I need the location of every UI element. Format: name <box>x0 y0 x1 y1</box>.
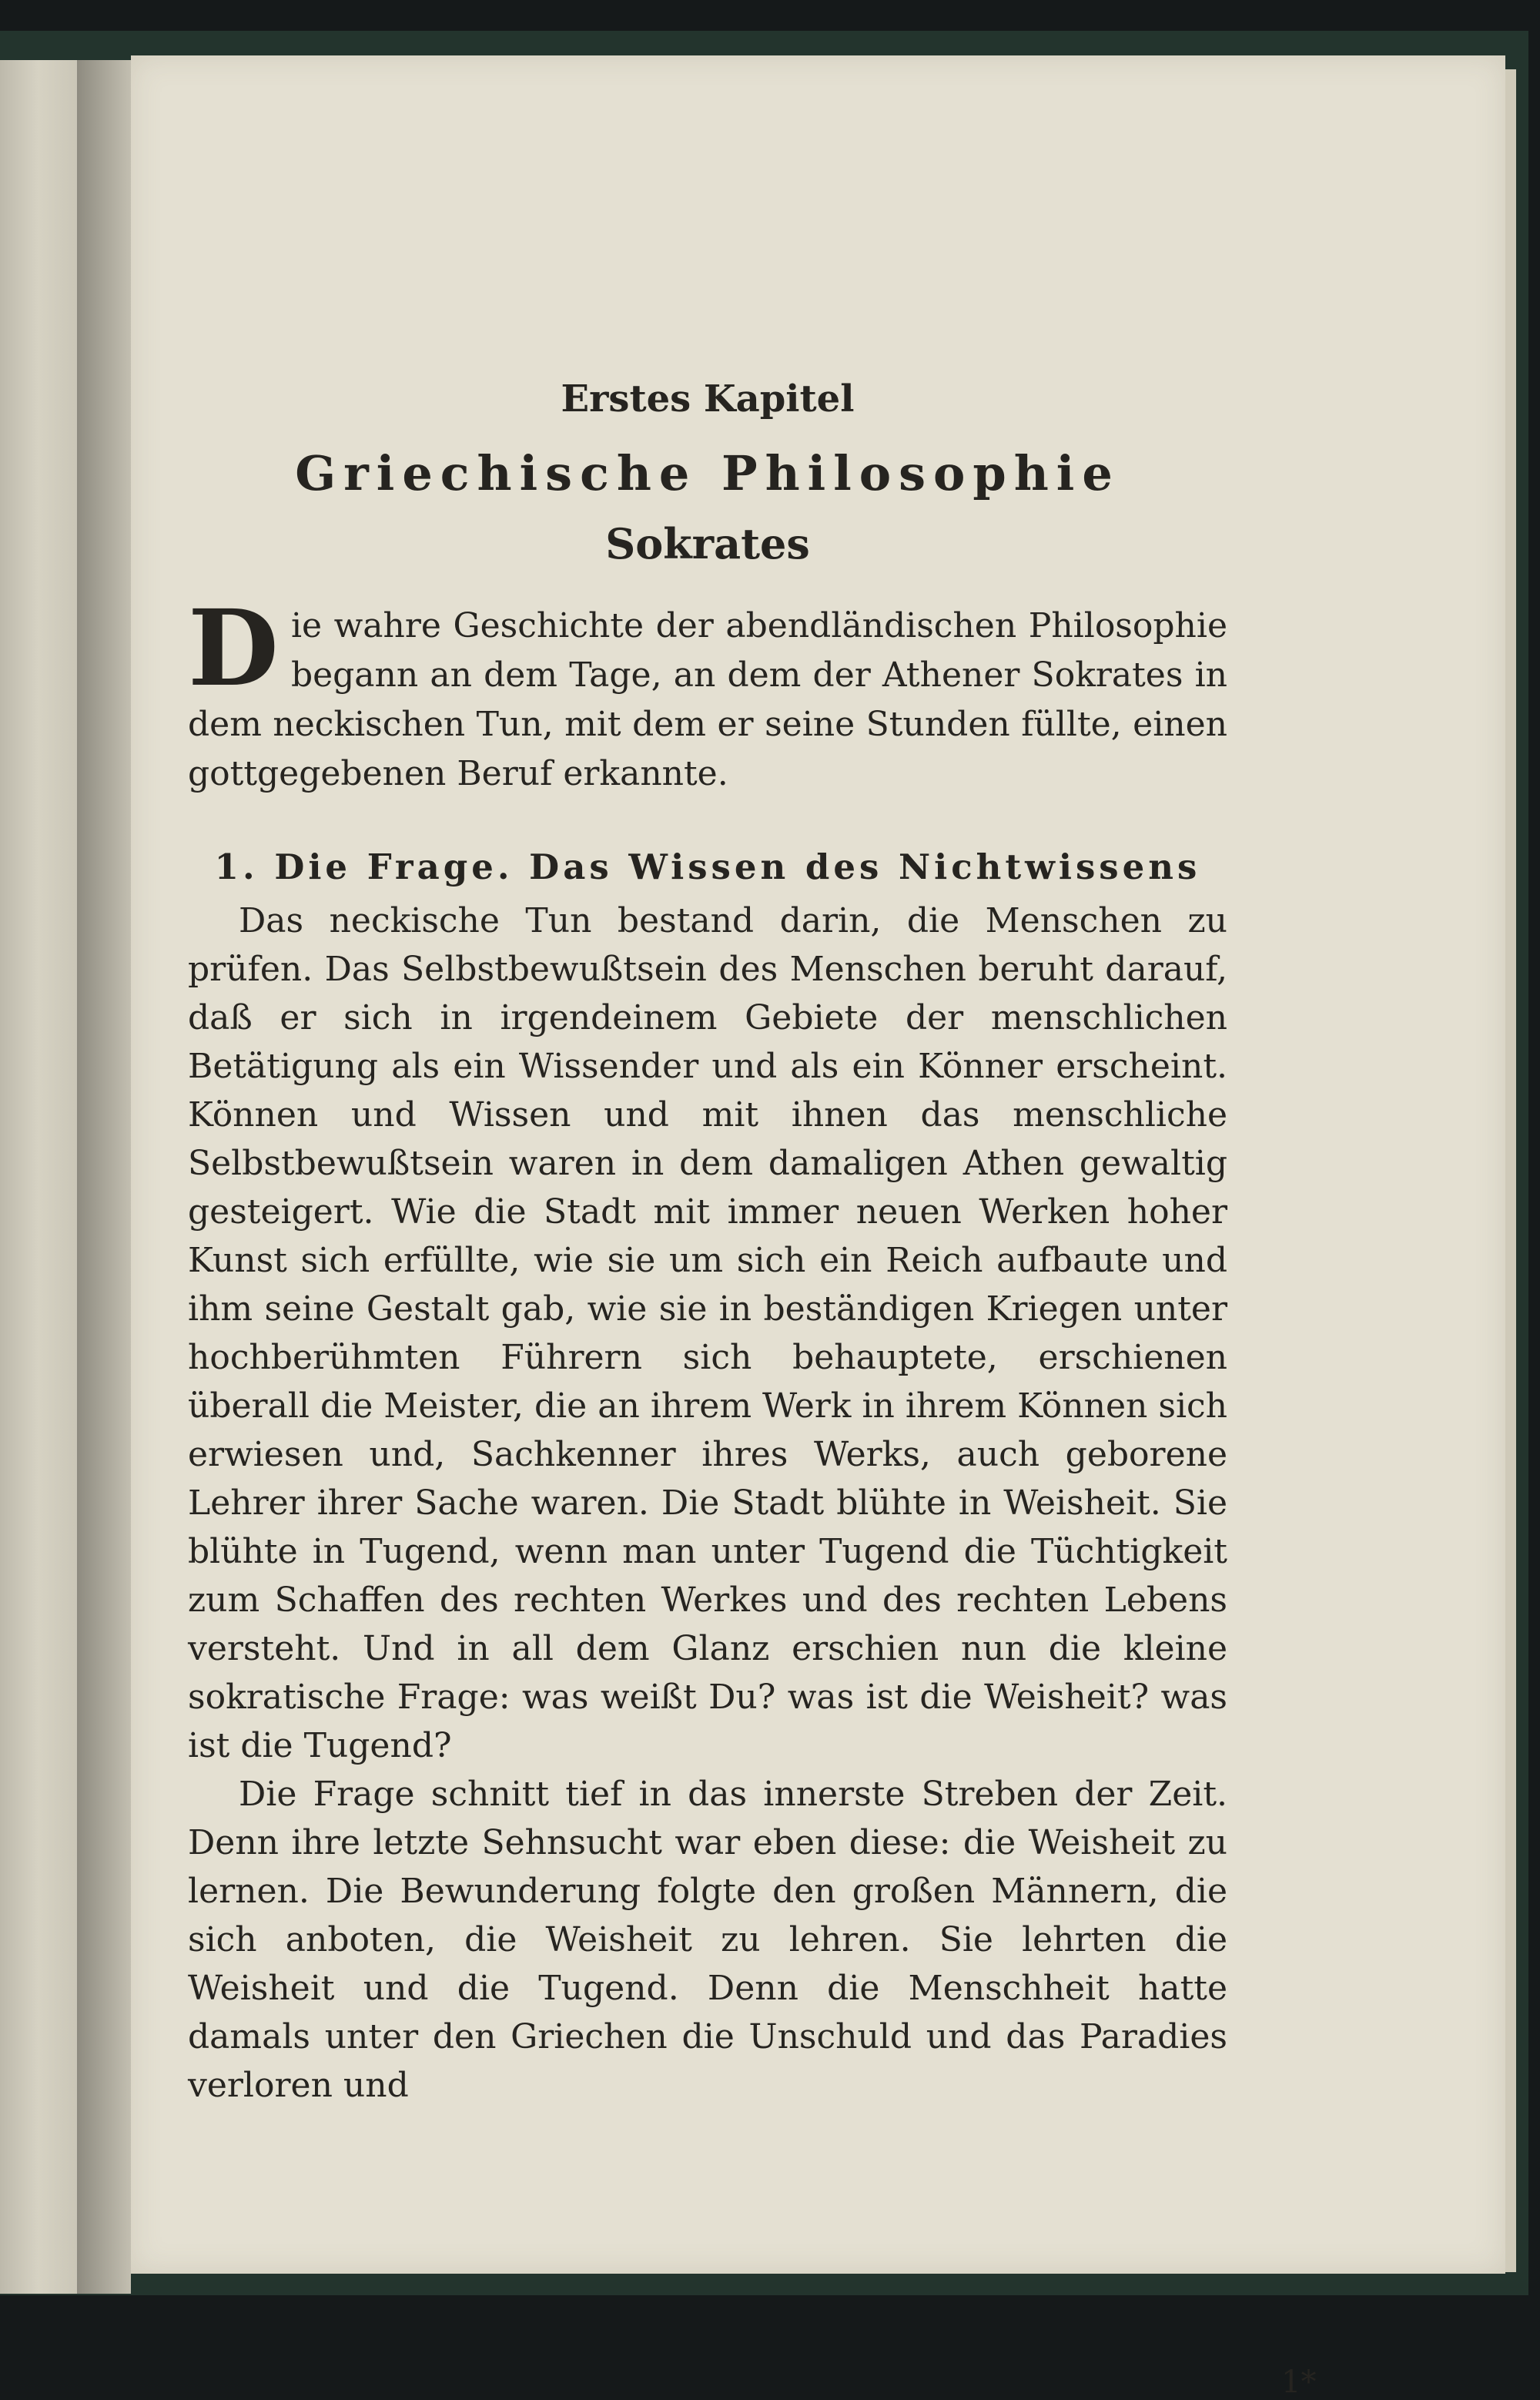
drop-cap: D <box>188 586 279 710</box>
left-page-edge <box>0 60 85 2294</box>
chapter-subtitle: Sokrates <box>605 518 810 568</box>
intro-paragraph <box>188 586 1227 799</box>
body-paragraph-1: Das neckische Tun bestand darin, die Menschen zu prüfen. Das Selbstbewußtsein des Menschen beruht darauf, daß er sich in irgendeinem Gebiete der menschlichen Betätigung als ein Wissender und als ein Könner erscheint. Können und Wissen und mit ihnen das menschliche Selbstbewußtsein waren in dem damaligen Athen gewaltig gesteigert. Wie die Stadt mit immer neuen Werken hoher Kunst sich erfüllte, wie sie um sich ein Reich aufbaute und ihm seine Gestalt gab, wie sie in beständigen Kriegen unter hochberühmten Führern sich behauptete, erschienen überall die Meister, die an ihrem Werk in ihrem Können sich erwiesen und, Sachkenner ihres Werks, auch geborene Lehrer ihrer Sache waren. Die Stadt blühte in Weisheit. Sie blühte in Tugend, wenn man unter Tugend die Tüchtigkeit zum Schaffen des rechten Werkes und des rechten Lebens versteht. Und in all dem Glanz erschien nun die kleine sokratische Frage: was weißt Du? was ist die Weisheit? was ist die Tugend? <box>188 900 1227 1765</box>
right-page-edge <box>1505 69 1516 2272</box>
chapter-label: Erstes Kapitel <box>561 377 855 421</box>
section-title: 1. Die Frage. Das Wissen des Nichtwissens <box>214 846 1201 887</box>
page-number: 1* <box>1281 2365 1317 2400</box>
body-paragraph-2: Die Frage schnitt tief in das innerste Streben der Zeit. Denn ihre letzte Sehnsucht war eben diese: die Weisheit zu lernen. Die Bewunderung folgte den großen Männern, die sich anboten, die Weisheit zu lehren. Sie lehrten die Weisheit und die Tugend. Denn die Menschheit hatte damals unter den Griechen die Unschuld und das Paradies verloren und <box>188 1774 1227 2105</box>
book-gutter <box>77 60 131 2294</box>
intro-text: ie wahre Geschichte der abendländischen Philosophie begann an dem Tage, an dem der Athener Sokrates in dem neckischen Tun, mit dem er seine Stunden füllte, einen gottgegebenen Beruf erkannte. <box>188 605 1227 793</box>
page-text-block <box>188 370 1317 2400</box>
chapter-title: Griechische Philosophie <box>295 444 1120 501</box>
